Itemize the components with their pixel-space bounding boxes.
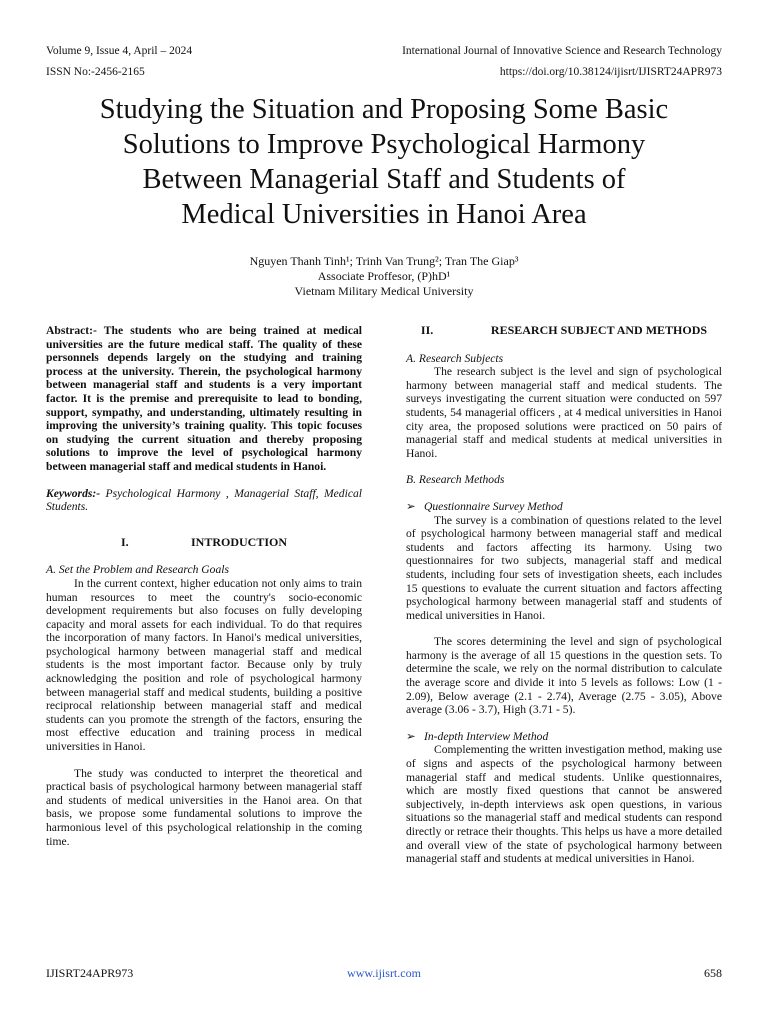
paper-title	[40, 92, 728, 232]
abstract	[46, 324, 362, 474]
footer-site-link[interactable]: www.ijisrt.com	[347, 966, 421, 980]
author-affiliation: Vietnam Military Medical University	[294, 284, 474, 298]
right-column	[406, 324, 722, 866]
paragraph: Complementing the written investigation method, making use of signs and aspects of the psychological harmony between managerial staff and medical students. Unlike questionnaires, which are mostly fixed questions that cannot be answered subjectively, in-depth interviews ask open questions, in various situations so the managerial staff and medical students can respond directly or retrace their thoughts. This helps us have a more detailed and overall view of the state of psychological harmony between managerial staff and students at medical universities in Hanoi.	[406, 743, 722, 866]
paragraph: In the current context, higher education not only aims to train human resources to meet the country's socio-economic development requirements but also focuses on fully developing capacity and moral assets for each individual. To do that requires the incorporation of many factors. In Hanoi's medical universities, psychological harmony between managerial staff and medical students is the most important factor. Because only by truly acknowledging the position and role of psychological harmony between managerial staff and medical students, building a positive reciprocal relationship between managerial staff and medical students can you promote the strength of the factors, ensuring the most effective education and training process in medical universities in Hanoi.	[46, 576, 362, 754]
keywords-label: Keywords:-	[46, 486, 101, 500]
author-block	[0, 254, 768, 299]
paragraph: The scores determining the level and sign of psychological harmony is the average of all 15 questions in the question sets. To determine the scale, we rely on the normal distribution to calculate the average score and divide it into 5 levels as follows: Low (1 - 2.09), Below average (2.1 - 2.74), Average (2.75 - 3.05), Above average (3.06 - 3.7), High (3.71 - 5).	[406, 635, 722, 717]
bullet-heading	[406, 730, 722, 744]
section-title: RESEARCH SUBJECT AND METHODS	[490, 323, 708, 337]
section-number: I.	[120, 534, 129, 549]
page-number: 658	[704, 966, 722, 980]
section-number: II.	[420, 323, 434, 337]
keywords-text: Psychological Harmony , Managerial Staff, Medical Students.	[46, 486, 362, 514]
journal-name: International Journal of Innovative Science and Research Technology	[402, 45, 722, 57]
subsection-heading: A. Set the Problem and Research Goals	[46, 563, 229, 577]
bullet-text: Questionnaire Survey Method	[424, 499, 563, 513]
title-line: Studying the Situation and Proposing Some Basic	[99, 94, 669, 125]
paragraph: The survey is a combination of questions related to the level of psychological harmony between managerial staff and medical students and factors affecting its harmony. Using two questionnaires for two subjects, managerial staff and medical students, including four sets of investigation sheets, each includes 15 questions to evaluate the current situation and factors affecting psychological harmony between managerial staff and students of medical universities in Hanoi.	[406, 513, 722, 622]
left-column	[46, 324, 362, 848]
paragraph: The research subject is the level and sign of psychological harmony between managerial staff and medical students. The surveys investigating the current situation were conducted on 597 students, 54 managerial officers , at 4 medical universities in Hanoi city area, the proposed solutions were practiced on 50 pairs of managerial staff and medical students at medical universities in Hanoi.	[406, 365, 722, 460]
volume-info: Volume 9, Issue 4, April – 2024	[46, 45, 193, 57]
section-title: INTRODUCTION	[190, 534, 287, 549]
issn: ISSN No:-2456-2165	[46, 66, 145, 78]
footer-code: IJISRT24APR973	[46, 966, 134, 980]
section-heading-methods	[406, 324, 722, 338]
arrow-bullet-icon: ➢	[406, 729, 416, 743]
abstract-label: Abstract:-	[46, 324, 97, 337]
section-heading-introduction	[46, 536, 362, 550]
arrow-bullet-icon: ➢	[406, 499, 416, 513]
bullet-heading	[406, 500, 722, 514]
author-names: Nguyen Thanh Tinh¹; Trinh Van Trung²; Tran The Giap³	[249, 254, 519, 268]
subsection-heading: A. Research Subjects	[406, 351, 504, 365]
paragraph: The study was conducted to interpret the theoretical and practical basis of psychological harmony between managerial staff and students of medical universities in the Hanoi area. On that basis, we propose some fundamental solutions to improve the harmonious level of this psychological relationship in the coming time.	[46, 766, 362, 848]
abstract-text: The students who are being trained at medical universities are the future medical staff. The quality of these personnels depends largely on the studying and training process at the university. Therein, the psychological harmony between managerial staff and students is a very important factor. It is the premise and prerequisite to lead to bonding, support, sympathy, and understanding, ultimately resulting in improving the university’s training quality. This topic focuses on studying the current situation and thereby proposing solutions to improve the level of psychological harmony between managerial staff and medical students in Hanoi.	[46, 324, 362, 473]
bullet-text: In-depth Interview Method	[424, 729, 549, 743]
title-line: Medical Universities in Hanoi Area	[181, 199, 587, 230]
doi-link[interactable]: https://doi.org/10.38124/ijisrt/IJISRT24APR973	[499, 66, 722, 78]
title-line: Solutions to Improve Psychological Harmony	[122, 129, 646, 160]
subsection-heading: B. Research Methods	[406, 473, 505, 487]
title-line: Between Managerial Staff and Students of	[142, 164, 626, 195]
keywords	[46, 487, 362, 514]
author-role: Associate Proffesor, (P)hD¹	[317, 269, 451, 283]
